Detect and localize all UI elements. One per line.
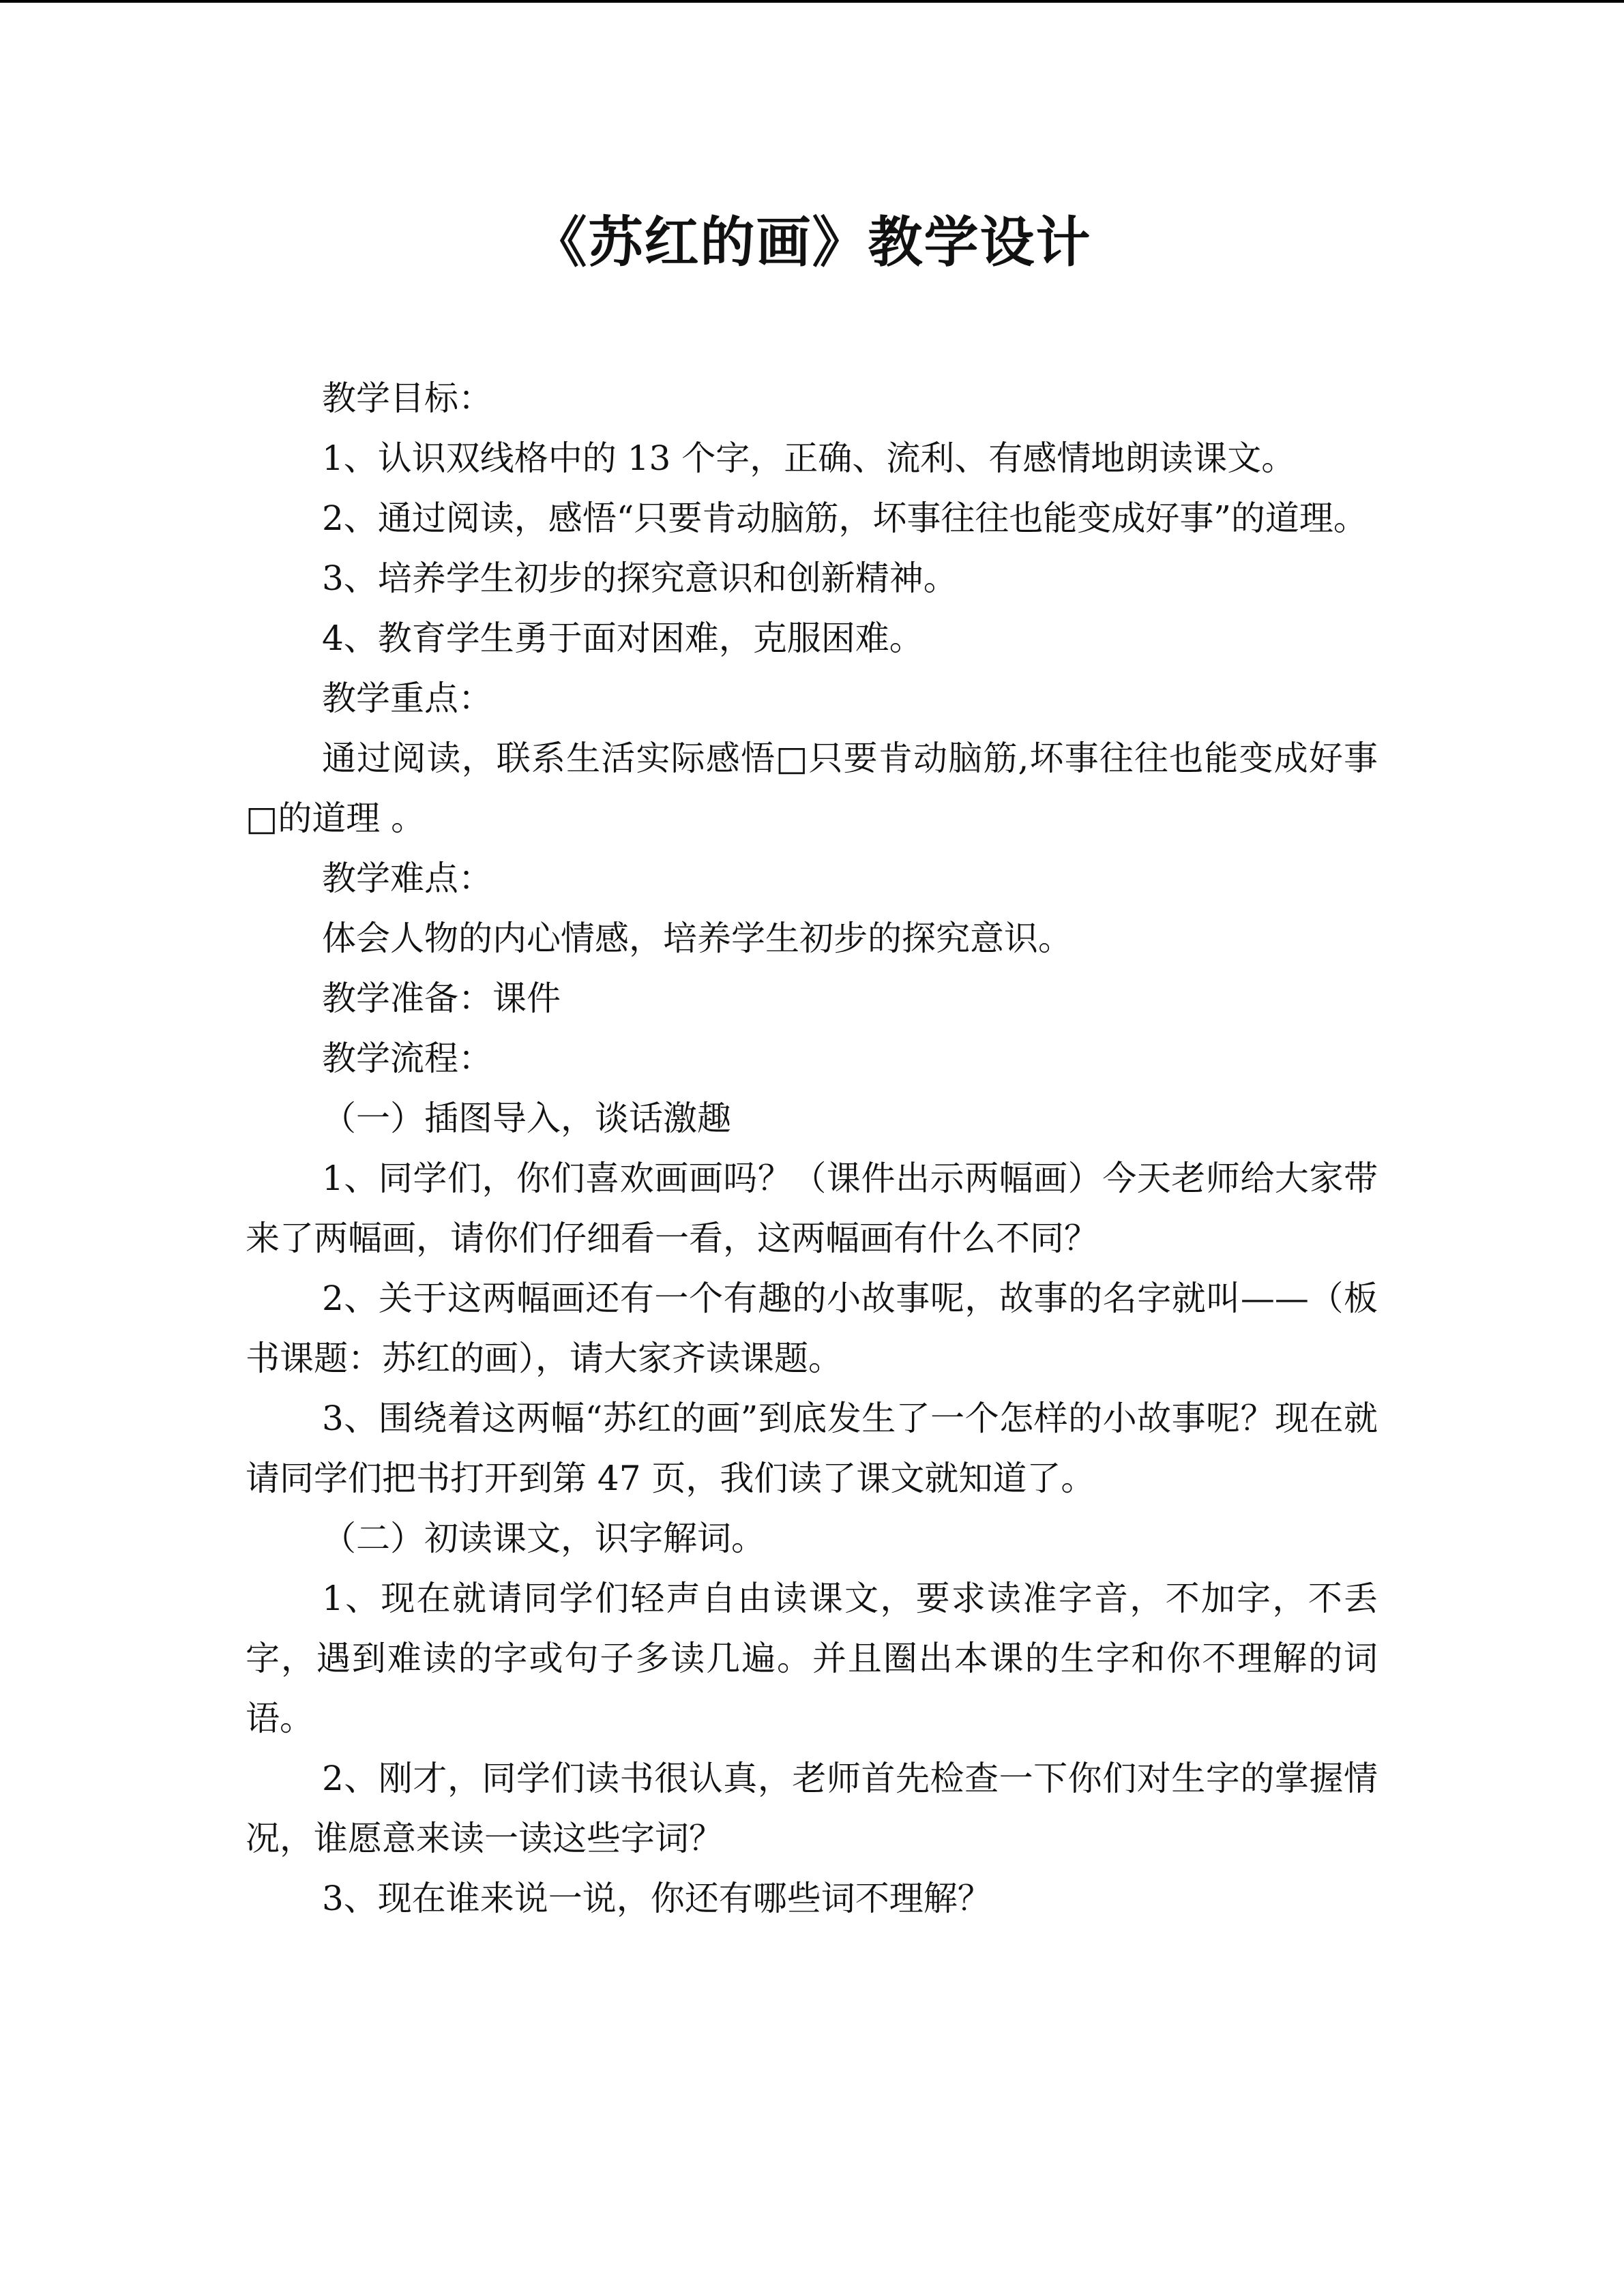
teaching-preparation: 教学准备：课件 xyxy=(322,979,561,1018)
heading-teaching-process: 教学流程： xyxy=(322,1039,492,1078)
heading-teaching-difficulty: 教学难点： xyxy=(322,859,492,898)
heading-teaching-goals: 教学目标： xyxy=(322,378,492,418)
section-one-step-2: 2、关于这两幅画还有一个有趣的小故事呢，故事的名字就叫——（板书课题：苏红的画），请大家齐读课题。 xyxy=(246,1279,1378,1378)
document-title: 《苏红的画》教学设计 xyxy=(532,210,1092,274)
section-one-step-3: 3、围绕着这两幅“苏红的画”到底发生了一个怎样的小故事呢？现在就请同学们把书打开到第 47 页，我们读了课文就知道了。 xyxy=(246,1399,1378,1498)
section-two-step-2: 2、刚才，同学们读书很认真，老师首先检查一下你们对生字的掌握情况，谁愿意来读一读这些字词？ xyxy=(246,1759,1378,1858)
teaching-focus-text: 通过阅读，联系生活实际感悟□只要肯动脑筋,坏事往往也能变成好事□的道理 。 xyxy=(246,739,1378,838)
section-two-step-1: 1、现在就请同学们轻声自由读课文，要求读准字音，不加字，不丢字，遇到难读的字或句子多读几遍。并且圈出本课的生字和你不理解的词语。 xyxy=(246,1579,1378,1738)
heading-teaching-focus: 教学重点： xyxy=(322,679,492,718)
goal-item-4: 4、教育学生勇于面对困难，克服困难。 xyxy=(322,618,924,658)
section-two-heading: （二）初读课文，识字解词。 xyxy=(322,1519,765,1558)
top-border-line xyxy=(0,0,1624,3)
teaching-difficulty-text: 体会人物的内心情感，培养学生初步的探究意识。 xyxy=(322,919,1072,958)
section-one-heading: （一）插图导入，谈话激趣 xyxy=(322,1099,731,1138)
goal-item-3: 3、培养学生初步的探究意识和创新精神。 xyxy=(322,558,958,598)
document-body xyxy=(246,368,1378,1928)
goal-item-1: 1、认识双线格中的 13 个字，正确、流利、有感情地朗读课文。 xyxy=(322,438,1296,478)
section-two-step-3: 3、现在谁来说一说，你还有哪些词不理解？ xyxy=(322,1879,992,1918)
section-one-step-1: 1、同学们，你们喜欢画画吗？（课件出示两幅画）今天老师给大家带来了两幅画，请你们仔细看一看，这两幅画有什么不同？ xyxy=(246,1159,1378,1258)
goal-item-2: 2、通过阅读，感悟“只要肯动脑筋，坏事往往也能变成好事”的道理。 xyxy=(322,498,1368,538)
